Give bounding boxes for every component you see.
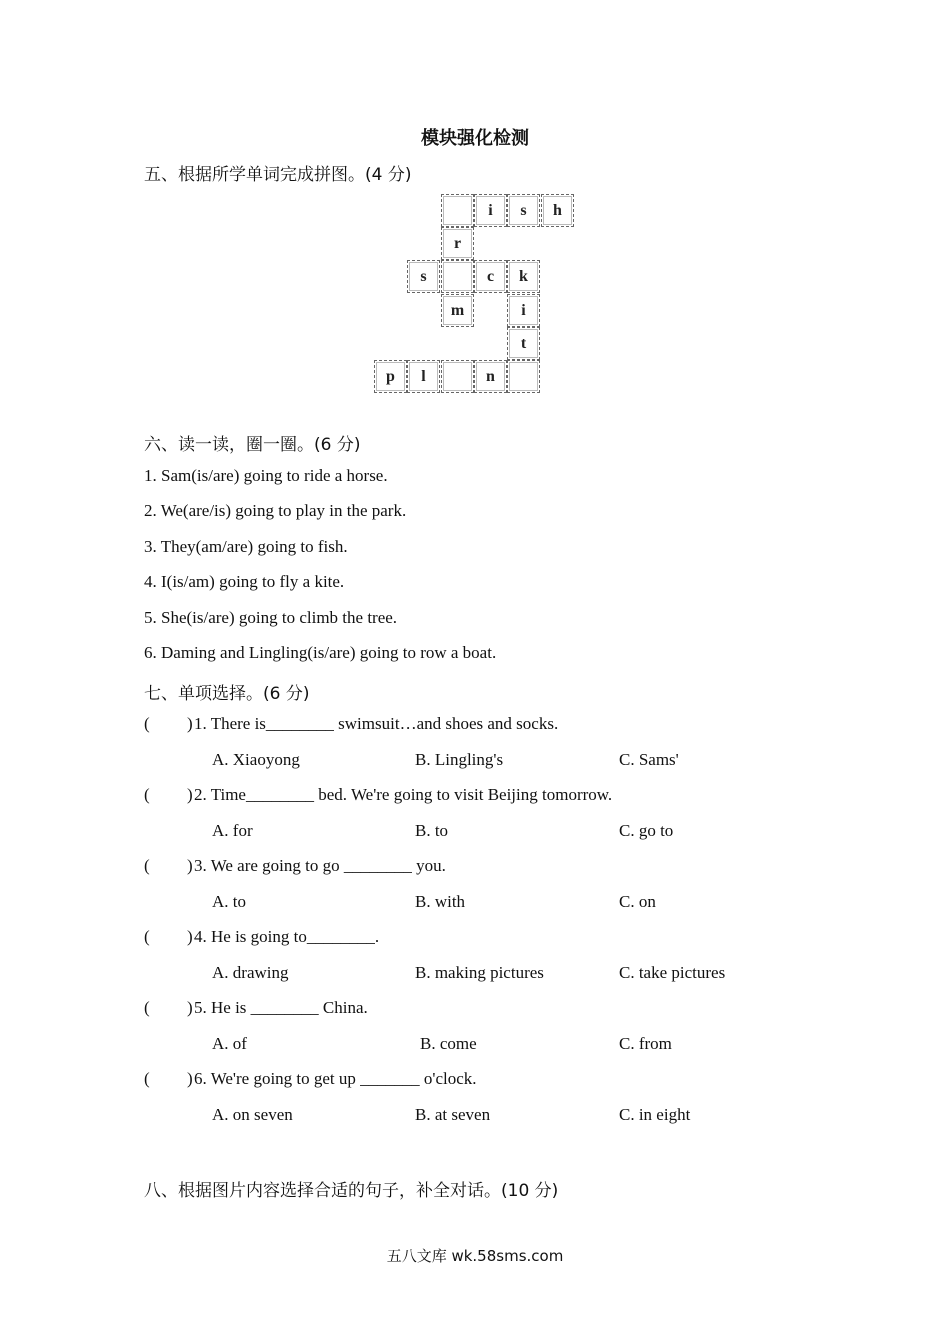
answer-paren-open[interactable]: ( <box>144 785 150 804</box>
grid-cell: h <box>541 194 574 227</box>
option-c: C. go to <box>619 821 674 840</box>
grid-cell: c <box>474 260 507 293</box>
option-b: B. Lingling's <box>415 750 504 769</box>
answer-paren-open[interactable]: ( <box>144 1069 150 1088</box>
question-text: 6. We're going to get up _______ o'clock. <box>194 1069 477 1088</box>
option-c: C. from <box>619 1034 672 1053</box>
section-7-heading: 七、单项选择。(6 分) <box>144 684 310 704</box>
page-title: 模块强化检测 <box>421 128 529 149</box>
option-b: B. making pictures <box>415 963 544 982</box>
grid-cell <box>507 360 540 393</box>
question-text: 3. We are going to go ________ you. <box>194 856 446 875</box>
answer-paren-close: ) <box>187 1069 193 1088</box>
option-a: A. Xiaoyong <box>212 750 300 769</box>
grid-cell: s <box>407 260 440 293</box>
question-text: 2. Time________ bed. We're going to visit Beijing tomorrow. <box>194 785 613 804</box>
answer-paren-close: ) <box>187 785 193 804</box>
question-text: 5. He is ________ China. <box>194 998 368 1017</box>
option-c: C. on <box>619 892 656 911</box>
answer-paren-open[interactable]: ( <box>144 714 150 733</box>
answer-paren-open[interactable]: ( <box>144 927 150 946</box>
grid-cell: t <box>507 327 540 360</box>
answer-paren-close: ) <box>187 856 193 875</box>
option-a: A. to <box>212 892 246 911</box>
grid-cell: i <box>507 294 540 327</box>
option-c: C. Sams' <box>619 750 679 769</box>
option-a: A. for <box>212 821 253 840</box>
list-item: 3. They(am/are) going to fish. <box>144 537 348 556</box>
option-a: A. drawing <box>212 963 289 982</box>
grid-cell: l <box>407 360 440 393</box>
option-c: C. take pictures <box>619 963 726 982</box>
list-item: 6. Daming and Lingling(is/are) going to row a boat. <box>144 643 497 662</box>
question-text: 1. There is________ swimsuit…and shoes and socks. <box>194 714 559 733</box>
option-b: B. to <box>415 821 449 840</box>
grid-cell <box>441 260 474 293</box>
grid-cell: s <box>507 194 540 227</box>
grid-cell: n <box>474 360 507 393</box>
answer-paren-close: ) <box>187 927 193 946</box>
option-c: C. in eight <box>619 1105 691 1124</box>
option-b: B. with <box>415 892 466 911</box>
answer-paren-open[interactable]: ( <box>144 856 150 875</box>
section-8-heading: 八、根据图片内容选择合适的句子，补全对话。(10 分) <box>144 1181 559 1201</box>
grid-cell <box>441 360 474 393</box>
grid-cell: p <box>374 360 407 393</box>
grid-cell: i <box>474 194 507 227</box>
question-text: 4. He is going to________. <box>194 927 380 946</box>
grid-cell: m <box>441 294 474 327</box>
grid-cell <box>441 194 474 227</box>
footer-watermark: 五八文库 wk.58sms.com <box>386 1247 564 1265</box>
section-5-heading: 五、根据所学单词完成拼图。(4 分) <box>144 165 412 185</box>
option-a: A. on seven <box>212 1105 293 1124</box>
option-b: B. at seven <box>415 1105 491 1124</box>
list-item: 5. She(is/are) going to climb the tree. <box>144 608 398 627</box>
option-b: B. come <box>420 1034 477 1053</box>
answer-paren-open[interactable]: ( <box>144 998 150 1017</box>
option-a: A. of <box>212 1034 247 1053</box>
grid-cell: k <box>507 260 540 293</box>
list-item: 4. I(is/am) going to fly a kite. <box>144 572 345 591</box>
answer-paren-close: ) <box>187 714 193 733</box>
list-item: 1. Sam(is/are) going to ride a horse. <box>144 466 388 485</box>
section-6-heading: 六、读一读，圈一圈。(6 分) <box>144 435 361 455</box>
list-item: 2. We(are/is) going to play in the park. <box>144 501 407 520</box>
grid-cell: r <box>441 227 474 260</box>
answer-paren-close: ) <box>187 998 193 1017</box>
